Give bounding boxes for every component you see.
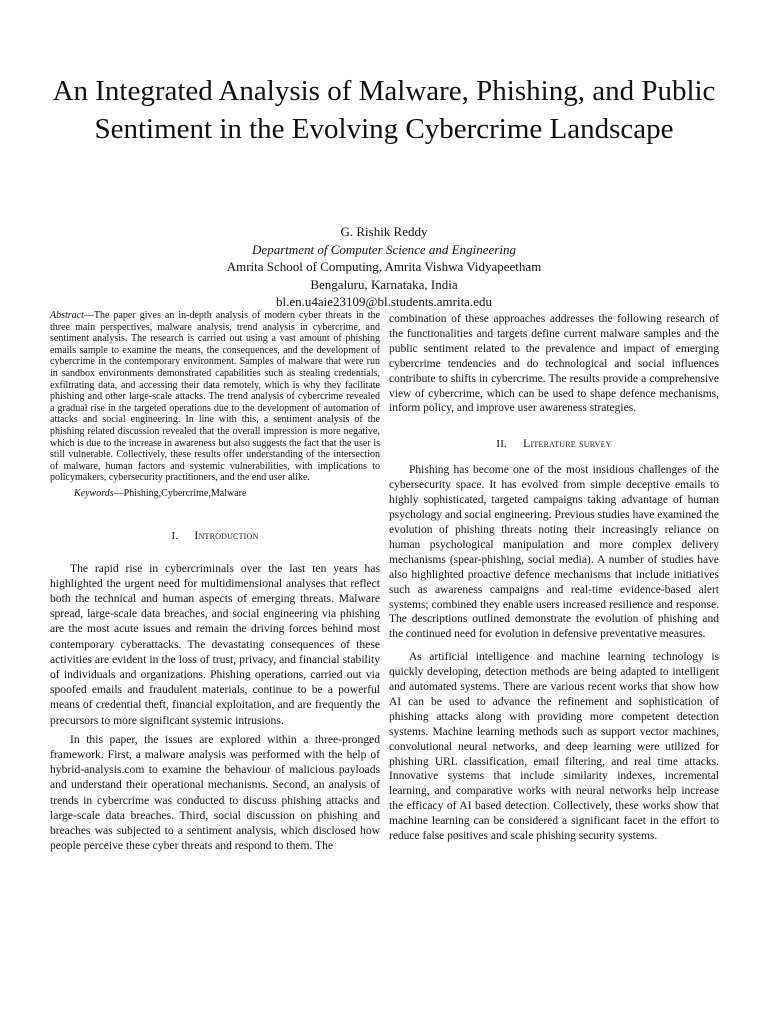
author-location: Bengaluru, Karnataka, India <box>310 276 458 292</box>
right-column <box>389 312 719 844</box>
author-email: bl.en.u4aie23109@bl.students.amrita.edu <box>276 294 492 309</box>
literature-paragraph-1: Phishing has become one of the most insidious challenges of the cybersecurity space. It has evolved from simple deceptive emails to highly sophisticated, targeted campaigns taking advantage of human psychology and social engineering. Previous studies have examined the evolution of phishing threats noting their increasingly reliance on human psychological manipulation and more complex delivery mechanisms (spear-phishing, social media). A number of studies have also highlighted proactive defence mechanisms that include initiatives such as awareness campaigns and real-time evidence-based alert systems; combined they enable users increased resilience and response. The descriptions outlined demonstrate the evolution of phishing and the continued need for evolution in defensive preventative measures. <box>389 464 719 641</box>
section-title: Introduction <box>194 527 259 542</box>
intro-paragraph-1: The rapid rise in cybercriminals over the last ten years has highlighted the urgent need for multidimensional analyses that reflect both the technical and human aspects of emerging threats. Malware spread, large-scale data breaches, and social engineering via phishing are the most acute issues and remain the driving forces behind most contemporary cyberattacks. The devastating consequences of these activities are evident in the loss of trust, privacy, and financial stability of individuals and organizations. Phishing operations, carried out via spoofed emails and fraudulent materials, continue to be a powerful means of credential theft, financial exploitation, and are frequently the precursors to more significant systemic intrusions. <box>50 561 380 727</box>
section-number: I. <box>171 529 179 542</box>
keywords-lead: Keywords <box>74 487 114 499</box>
left-column <box>50 310 380 853</box>
abstract-lead: Abstract <box>50 310 84 321</box>
intro-continuation: combination of these approaches addresses the following research of the functionalities and targets define current malware samples and the public sentiment related to the prevalence and impact of emerging cybercrime tendencies and do technological and social influences contribute to shifts in cybercrime. The results provide a comprehensive view of cybercrime, which can be used to shape defence mechanisms, inform policy, and improve user awareness strategies. <box>389 313 719 415</box>
author-block <box>100 223 668 311</box>
literature-paragraph-2: As artificial intelligence and machine learning technology is quickly developing, detection methods are being adapted to intelligent and automated systems. There are various recent works that show how AI can be used to advance the refinement and sophistication of phishing attacks along with providing more competent detection systems. Machine learning methods such as support vector machines, convolutional neural networks, and deep learning were utilized for phishing URL classification, email filtering, and real time attacks. Innovative systems that include similarity indexes, incremental learning, and comparative works with neural networks help increase the efficacy of AI based detection. Collectively, these works show that machine learning can be considered a significant facet in the effort to reduce false positives and scale phishing security systems. <box>389 651 719 843</box>
section-number: II. <box>496 438 508 451</box>
keywords-dash: — <box>113 487 124 499</box>
section-heading-introduction <box>50 528 380 543</box>
author-name: G. Rishik Reddy <box>340 224 428 239</box>
section-heading-literature-survey <box>389 436 719 451</box>
author-institution: Amrita School of Computing, Amrita Vishwa Vidyapeetham <box>226 259 542 274</box>
intro-paragraph-2: In this paper, the issues are explored within a three-pronged framework. First, a malware analysis was performed with the help of hybrid-analysis.com to examine the behaviour of malicious payloads and understand their operational mechanisms. Second, an analysis of trends in cybercrime was conducted to discuss phishing attacks and large-scale data breaches. Third, social discussion on phishing and breaches was subjected to a sentiment analysis, which disclosed how people perceive these cyber threats and respond to them. The <box>50 732 380 853</box>
abstract <box>50 310 380 484</box>
keywords-text: Phishing,Cybercrime,Malware <box>123 487 247 499</box>
keywords <box>50 488 380 500</box>
author-department: Department of Computer Science and Engineering <box>252 241 516 257</box>
section-title: Literature survey <box>523 436 612 451</box>
abstract-dash: — <box>83 310 94 321</box>
abstract-text: The paper gives an in-depth analysis of modern cyber threats in the three main perspectives, malware analysis, trend analysis in cybercrime, and sentiment analysis. The research is carried out using a vast amount of phishing emails sample to examine the means, the consequences, and the development of cybercrime in the contemporary environment. Samples of malware that were run in sandbox environments demonstrated capabilities such as stealing credentials, exfiltrating data, and accessing their data remotely, which is why they facilitate phishing and other large-scale attacks. The trend analysis of cybercrime revealed a gradual rise in the targeted operations due to the development of automation of attacks and social engineering. In line with this, a sentiment analysis of the phishing related discussion revealed that the overall impression is more negative, which is due to the increase in awareness but also suggests the fact that the user is still vulnerable. Collectively, these results offer understanding of the intersection of malware, human factors and systemic vulnerabilities, with implications to policymakers, cybersecurity practitioners, and the end user alike. <box>50 310 380 484</box>
paper-title: An Integrated Analysis of Malware, Phishing, and Public Sentiment in the Evolving Cybercrime Landscape <box>52 75 716 145</box>
